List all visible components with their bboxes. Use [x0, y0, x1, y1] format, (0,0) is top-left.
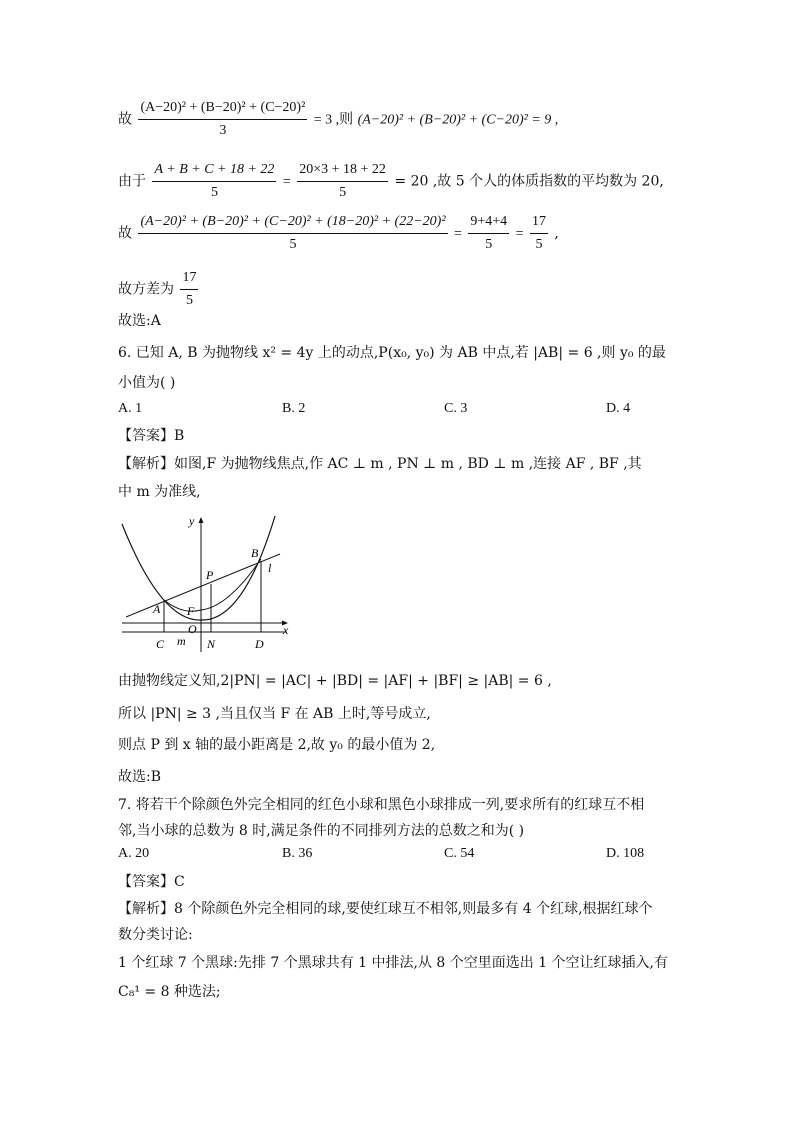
variance-line-1 [118, 98, 558, 141]
numerator: (A−20)² + (B−20)² + (C−20)² [138, 98, 307, 120]
text: = 3 ,则 [313, 112, 354, 128]
q7-option-a: A. 20 [118, 846, 150, 861]
q6-analysis-1: 【解析】如图,F 为抛物线焦点,作 AC ⊥ m , PN ⊥ m , BD ⊥ m ,连接 AF , BF ,其 [118, 456, 642, 472]
q7-case-1: 1 个红球 7 个黑球:先排 7 个黑球共有 1 中排法,从 8 个空里面选出 1 个空让红球插入,有 [118, 955, 669, 971]
q7-option-c: C. 54 [444, 846, 475, 861]
y-axis-arrow [199, 517, 204, 523]
q7-answer: 【答案】C [118, 874, 185, 890]
q7-option-b: B. 36 [282, 846, 313, 861]
label-f: F [187, 604, 195, 618]
numerator: 17 [530, 212, 548, 234]
q6-answer: 【答案】B [118, 428, 185, 444]
fraction [138, 212, 447, 255]
text: = 20 ,故 5 个人的体质指数的平均数为 20, [394, 173, 664, 190]
text: , [554, 225, 559, 242]
fraction [138, 98, 307, 141]
parabola-curve [122, 516, 275, 620]
q6-option-b: B. 2 [282, 401, 306, 416]
label-x: x [283, 623, 289, 637]
fraction [530, 212, 548, 255]
choose-a: 故选:A [118, 313, 161, 329]
numerator: (A−20)² + (B−20)² + (C−20)² + (18−20)² + (22−20)² [138, 212, 447, 234]
numerator: A + B + C + 18 + 22 [152, 160, 276, 182]
variance-line-2: 故 $\frac{\text{(A−20)² + (B−20)² + (C−20)² + (18−20)² + (22−20)²}}{5}$ = $\frac{9+4+4}{5}$ = $\frac{17}{5}$ , [118, 212, 559, 255]
parabola-figure [118, 512, 293, 654]
numerator: 17 [180, 268, 198, 290]
text: 由于 [118, 173, 146, 190]
fraction [297, 160, 388, 203]
q6-step-2: 所以 |PN| ≥ 3 ,当且仅当 F 在 AB 上时,等号成立, [118, 706, 431, 722]
text: 故 [118, 225, 132, 242]
mean-line: 由于 $\frac{A + B + C + 18 + 22}{5}$ = $\frac{20\times 3 + 18 + 22}{5}$ = 20 ,故 5 个人的体质指数的平均数为 20, [118, 160, 664, 203]
q7-analysis-2: 数分类讨论: [118, 927, 193, 943]
denominator: 5 [535, 237, 543, 252]
fraction [180, 268, 198, 311]
q6-step-3: 则点 P 到 x 轴的最小距离是 2,故 y₀ 的最小值为 2, [118, 737, 436, 753]
label-b: B [251, 546, 259, 560]
numerator: 20×3 + 18 + 22 [297, 160, 388, 182]
text: 故 [118, 111, 132, 128]
label-m: m [177, 634, 186, 648]
fraction [152, 160, 276, 203]
fraction [468, 212, 509, 255]
q6-stem-1: 6. 已知 A, B 为抛物线 x² = 4y 上的动点,P(x₀, y₀) 为 AB 中点,若 |AB| = 6 ,则 y₀ 的最 [118, 345, 666, 361]
denominator: 5 [185, 293, 193, 308]
q7-stem-2: 邻,当小球的总数为 8 时,满足条件的不同排列方法的总数之和为( ) [118, 823, 525, 839]
label-a: A [153, 602, 161, 616]
chord-line-l [126, 554, 280, 617]
q6-step-1: 由抛物线定义知,2|PN| = |AC| + |BD| = |AF| + |BF| ≥ |AB| = 6 , [118, 673, 552, 689]
q7-stem-1: 7. 将若干个除颜色外完全相同的红色小球和黑色小球排成一列,要求所有的红球互不相 [118, 797, 645, 813]
q7-option-d: D. 108 [606, 846, 645, 861]
label-l: l [268, 561, 272, 575]
denominator: 3 [219, 123, 227, 138]
variance-result [118, 268, 200, 311]
denominator: 5 [289, 237, 297, 252]
equation: (A−20)² + (B−20)² + (C−20)² = 9 , [357, 112, 559, 128]
label-n: N [207, 637, 216, 651]
q6-choose: 故选:B [118, 769, 162, 785]
q6-option-d: D. 4 [606, 401, 631, 416]
q6-option-a: A. 1 [118, 401, 143, 416]
q6-option-c: C. 3 [444, 401, 468, 416]
label-c: C [156, 637, 165, 651]
label-p: P [206, 568, 214, 582]
label-y: y [189, 514, 195, 528]
numerator: 9+4+4 [468, 212, 509, 234]
denominator: 5 [210, 185, 218, 200]
denominator: 5 [339, 185, 347, 200]
q6-analysis-2: 中 m 为准线, [118, 484, 201, 500]
label-d: D [255, 637, 264, 651]
q7-case-1b: C₈¹ = 8 种选法; [118, 984, 221, 1000]
q7-analysis-1: 【解析】8 个除颜色外完全相同的球,要使红球互不相邻,则最多有 4 个红球,根据红球个 [118, 901, 653, 917]
denominator: 5 [485, 237, 493, 252]
label-o: O [188, 622, 197, 636]
text: 故方差为 [118, 281, 174, 298]
q6-stem-2: 小值为( ) [118, 375, 176, 391]
